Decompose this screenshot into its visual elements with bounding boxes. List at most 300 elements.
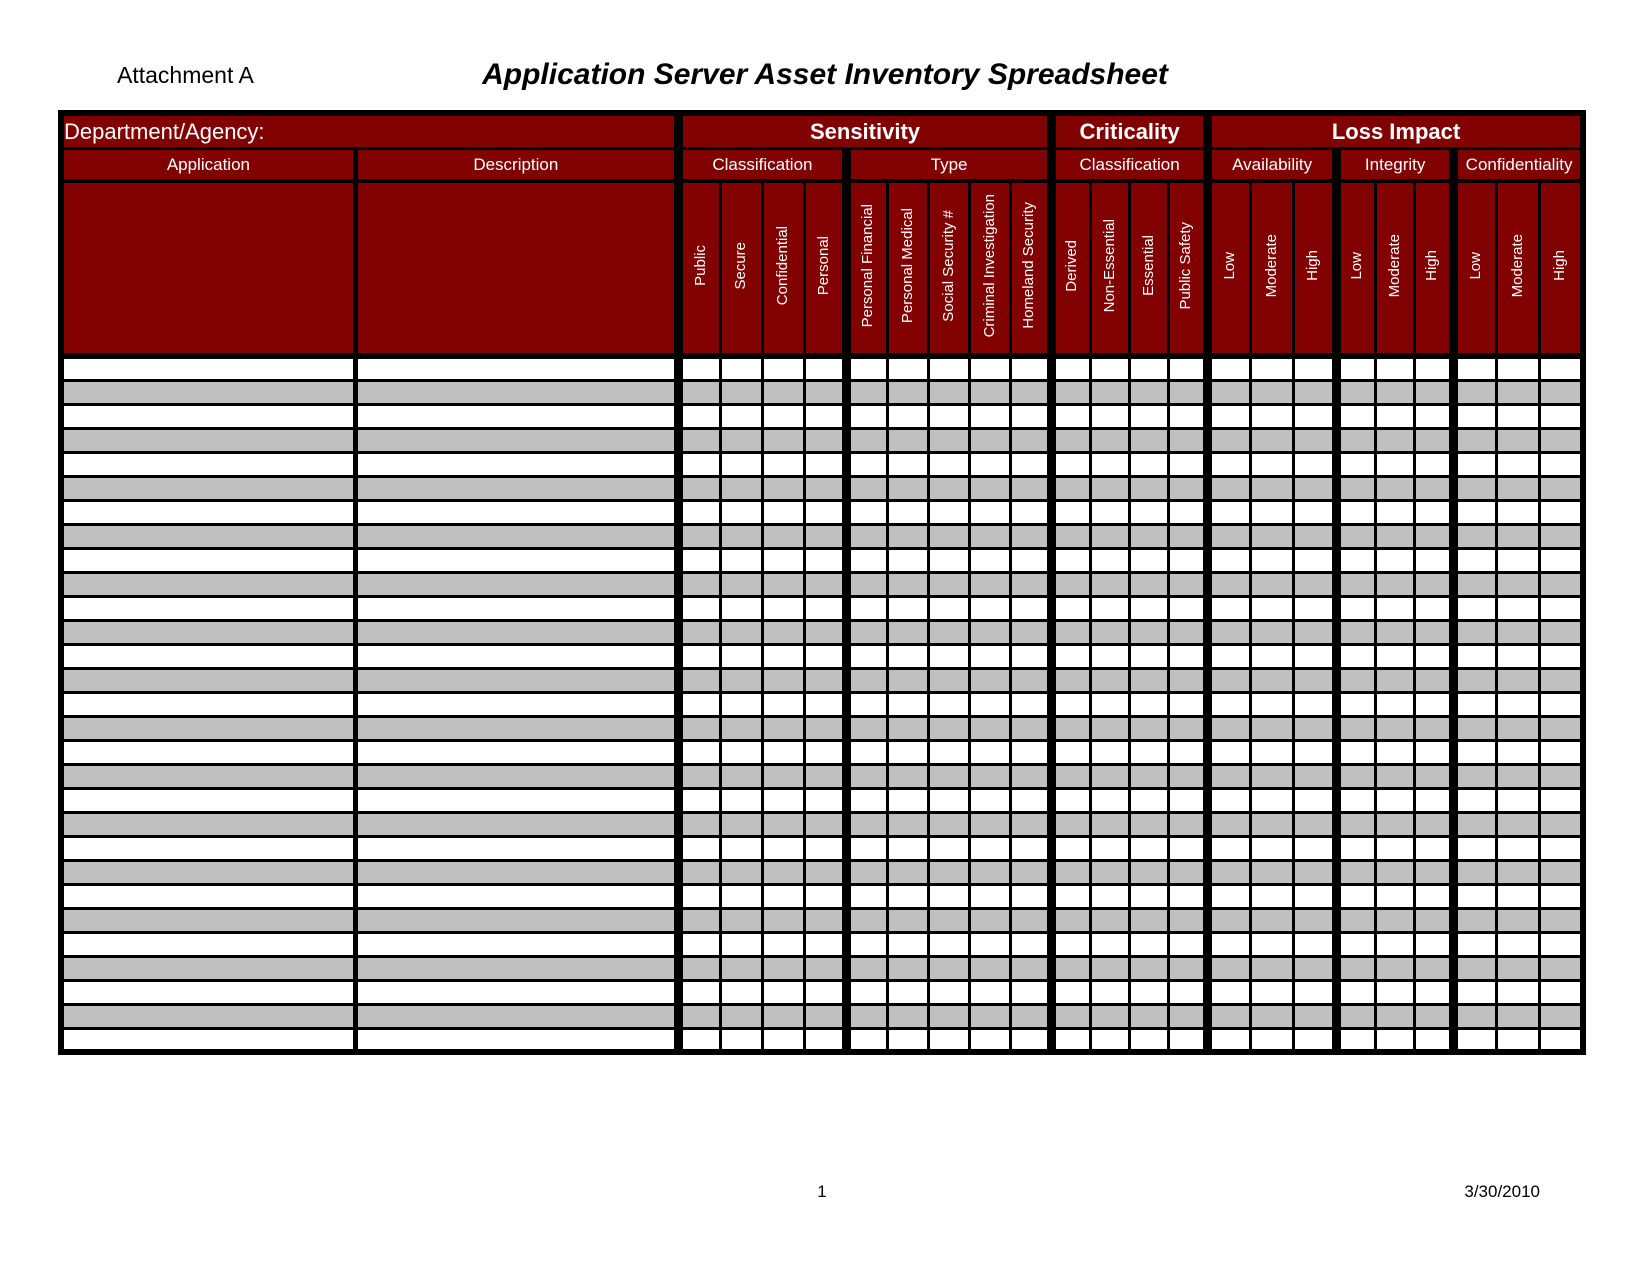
description-cell [355,836,678,860]
flag-cell [970,620,1011,644]
flag-cell [888,500,929,524]
flag-cell [846,452,887,476]
flag-cell [970,788,1011,812]
application-cell [61,404,355,428]
flag-cell [1208,548,1251,572]
flag-cell [1052,500,1091,524]
flag-cell [846,740,887,764]
flag-cell [970,860,1011,884]
flag-cell [804,884,846,908]
flag-cell [1091,500,1130,524]
flag-cell [1251,740,1294,764]
flag-cell [970,548,1011,572]
flag-cell [804,476,846,500]
flag-cell [1415,980,1454,1004]
flag-cell [1376,1004,1415,1028]
flag-cell [888,476,929,500]
flag-cell [1376,620,1415,644]
flag-cell [1454,356,1497,380]
flag-cell [1130,692,1169,716]
flag-cell [1169,1004,1208,1028]
flag-cell [846,428,887,452]
flag-cell [1376,932,1415,956]
flag-cell [1091,740,1130,764]
flag-cell [888,692,929,716]
flag-cell [929,356,970,380]
flag-cell [1376,1028,1415,1052]
flag-cell [1052,428,1091,452]
flag-cell [762,692,804,716]
application-cell [61,812,355,836]
flag-cell [720,572,762,596]
flag-cell [1294,956,1337,980]
flag-cell [1011,548,1052,572]
flag-cell [1130,380,1169,404]
flag-cell [1251,356,1294,380]
flag-cell [1130,932,1169,956]
flag-cell [1376,908,1415,932]
flag-cell [1011,1004,1052,1028]
flag-cell [1052,524,1091,548]
flag-cell [1251,380,1294,404]
flag-cell [1091,1028,1130,1052]
flag-cell [929,788,970,812]
flag-cell [970,884,1011,908]
flag-cell [762,500,804,524]
flag-cell [1337,476,1376,500]
description-cell [355,572,678,596]
flag-cell [846,908,887,932]
flag-cell [1540,572,1583,596]
flag-cell [804,860,846,884]
flag-cell [846,884,887,908]
flag-cell [1497,1004,1540,1028]
flag-cell [1540,596,1583,620]
flag-cell [1376,476,1415,500]
flag-cell [1011,932,1052,956]
flag-cell [1497,452,1540,476]
application-cell [61,956,355,980]
flag-cell [1169,692,1208,716]
flag-cell [1169,404,1208,428]
flag-cell [1251,500,1294,524]
flag-cell [888,836,929,860]
flag-cell [970,716,1011,740]
flag-cell [1540,356,1583,380]
flag-cell [1208,788,1251,812]
flag-cell [1011,980,1052,1004]
description-header-spacer [355,181,678,356]
flag-cell [1454,548,1497,572]
flag-cell [929,428,970,452]
flag-cell [846,860,887,884]
flag-cell [1540,740,1583,764]
application-cell [61,692,355,716]
flag-cell [678,548,720,572]
flag-cell [929,884,970,908]
flag-cell [1011,692,1052,716]
flag-cell [846,764,887,788]
flag-cell [1251,404,1294,428]
flag-cell [1540,452,1583,476]
flag-cell [1337,884,1376,908]
flag-cell [720,1004,762,1028]
flag-cell [1052,956,1091,980]
flag-cell [1011,620,1052,644]
flag-cell [1091,404,1130,428]
flag-cell [1208,596,1251,620]
flag-cell [1130,548,1169,572]
flag-cell [888,932,929,956]
department-agency-header: Department/Agency: [61,113,678,149]
flag-cell [1130,1004,1169,1028]
flag-cell [888,860,929,884]
flag-cell [1497,956,1540,980]
flag-cell [1376,500,1415,524]
description-cell [355,1004,678,1028]
table-row [61,524,1583,548]
flag-cell [762,620,804,644]
flag-cell [678,692,720,716]
flag-cell [1011,452,1052,476]
flag-cell [1415,716,1454,740]
flag-cell [1540,1004,1583,1028]
flag-cell [1497,524,1540,548]
description-cell [355,524,678,548]
flag-cell [1052,404,1091,428]
flag-cell [1169,476,1208,500]
flag-cell [1130,1028,1169,1052]
flag-cell [1540,428,1583,452]
flag-cell [1454,956,1497,980]
description-cell [355,740,678,764]
flag-cell [1294,476,1337,500]
flag-cell [929,740,970,764]
flag-cell [678,956,720,980]
flag-cell [1540,788,1583,812]
flag-cell [970,452,1011,476]
flag-cell [720,1028,762,1052]
application-cell [61,476,355,500]
flag-cell [1497,596,1540,620]
flag-cell [1169,356,1208,380]
flag-cell [1169,860,1208,884]
flag-cell [1376,836,1415,860]
flag-cell [1376,524,1415,548]
table-row [61,620,1583,644]
flag-cell [1337,980,1376,1004]
flag-cell [1376,404,1415,428]
flag-cell [1208,836,1251,860]
table-row [61,956,1583,980]
application-cell [61,380,355,404]
flag-cell [1208,404,1251,428]
flag-cell [1540,884,1583,908]
flag-cell [1415,404,1454,428]
flag-header-personal: Personal [804,181,846,356]
flag-cell [720,524,762,548]
flag-cell [1130,572,1169,596]
flag-cell [1540,764,1583,788]
flag-cell [1251,668,1294,692]
flag-cell [720,380,762,404]
flag-cell [1376,548,1415,572]
flag-cell [888,644,929,668]
flag-cell [804,356,846,380]
flag-cell [1251,1028,1294,1052]
flag-cell [804,812,846,836]
flag-cell [929,860,970,884]
flag-cell [1169,620,1208,644]
flag-cell [1169,980,1208,1004]
flag-cell [1294,860,1337,884]
flag-cell [762,908,804,932]
flag-cell [1208,356,1251,380]
flag-cell [1497,476,1540,500]
flag-cell [970,644,1011,668]
flag-cell [1251,1004,1294,1028]
flag-cell [1497,500,1540,524]
flag-cell [846,1004,887,1028]
flag-cell [1454,620,1497,644]
flag-cell [762,452,804,476]
flag-cell [720,956,762,980]
flag-cell [1337,548,1376,572]
flag-cell [1294,452,1337,476]
table-row [61,716,1583,740]
table-row [61,692,1583,716]
flag-cell [846,932,887,956]
application-cell [61,932,355,956]
flag-cell [1251,524,1294,548]
flag-cell [1540,716,1583,740]
flag-cell [846,980,887,1004]
flag-cell [1251,932,1294,956]
flag-cell [1208,764,1251,788]
flag-cell [1052,764,1091,788]
flag-cell [1130,860,1169,884]
flag-cell [970,692,1011,716]
table-body [61,356,1583,1052]
flag-cell [804,692,846,716]
flag-cell [1337,380,1376,404]
flag-cell [678,404,720,428]
flag-cell [1091,980,1130,1004]
flag-cell [762,740,804,764]
flag-cell [1011,596,1052,620]
flag-cell [1540,380,1583,404]
flag-cell [804,1028,846,1052]
table-row [61,764,1583,788]
flag-cell [888,596,929,620]
flag-cell [1497,356,1540,380]
flag-cell [1294,644,1337,668]
table-row [61,644,1583,668]
flag-cell [1376,356,1415,380]
flag-cell [970,380,1011,404]
flag-cell [1540,692,1583,716]
flag-cell [1294,740,1337,764]
flag-cell [1337,788,1376,812]
flag-cell [1454,452,1497,476]
flag-cell [1454,884,1497,908]
flag-cell [846,356,887,380]
flag-header-confidentiality-high: High [1540,181,1583,356]
flag-cell [1337,524,1376,548]
flag-cell [846,788,887,812]
description-cell [355,980,678,1004]
flag-cell [1415,524,1454,548]
header-row-flags [61,181,1583,356]
flag-header-integrity-high: High [1415,181,1454,356]
flag-cell [1091,452,1130,476]
flag-cell [888,764,929,788]
flag-cell [762,1004,804,1028]
flag-cell [1169,500,1208,524]
flag-cell [804,620,846,644]
flag-cell [1337,1028,1376,1052]
flag-cell [888,908,929,932]
flag-cell [1497,692,1540,716]
flag-cell [678,860,720,884]
flag-cell [1011,836,1052,860]
flag-cell [1415,380,1454,404]
flag-cell [678,356,720,380]
flag-cell [1251,980,1294,1004]
flag-cell [804,644,846,668]
flag-cell [1337,692,1376,716]
flag-cell [720,932,762,956]
application-cell [61,668,355,692]
flag-cell [1415,956,1454,980]
page-title: Application Server Asset Inventory Spreadsheet [482,58,1168,91]
flag-cell [1091,788,1130,812]
flag-cell [1130,908,1169,932]
flag-cell [1091,884,1130,908]
flag-header-social-security: Social Security # [929,181,970,356]
application-cell [61,860,355,884]
flag-cell [929,572,970,596]
flag-cell [1208,716,1251,740]
flag-cell [1052,692,1091,716]
flag-cell [1130,428,1169,452]
flag-cell [804,932,846,956]
flag-header-public-safety: Public Safety [1169,181,1208,356]
flag-cell [1415,788,1454,812]
flag-cell [720,668,762,692]
flag-cell [1208,380,1251,404]
flag-cell [846,956,887,980]
flag-cell [846,572,887,596]
application-cell [61,500,355,524]
flag-cell [1454,1004,1497,1028]
flag-cell [1415,932,1454,956]
flag-cell [1376,980,1415,1004]
flag-cell [804,788,846,812]
flag-cell [846,548,887,572]
flag-cell [888,788,929,812]
flag-cell [846,524,887,548]
flag-cell [1294,356,1337,380]
flag-cell [1052,644,1091,668]
flag-cell [762,836,804,860]
flag-cell [720,788,762,812]
flag-cell [720,644,762,668]
flag-cell [678,380,720,404]
flag-cell [762,1028,804,1052]
flag-cell [1454,716,1497,740]
flag-cell [846,812,887,836]
flag-cell [1208,476,1251,500]
flag-header-public: Public [678,181,720,356]
flag-cell [1454,860,1497,884]
description-cell [355,644,678,668]
flag-cell [1091,596,1130,620]
flag-cell [1294,1028,1337,1052]
flag-cell [762,476,804,500]
description-cell [355,476,678,500]
flag-cell [929,812,970,836]
flag-cell [929,1004,970,1028]
description-cell [355,404,678,428]
flag-cell [678,428,720,452]
table-row [61,836,1583,860]
flag-cell [720,764,762,788]
flag-cell [1208,1004,1251,1028]
flag-cell [1091,860,1130,884]
flag-cell [1208,908,1251,932]
flag-cell [1091,572,1130,596]
application-cell [61,884,355,908]
flag-cell [1337,500,1376,524]
flag-cell [804,548,846,572]
flag-cell [1091,692,1130,716]
flag-cell [720,476,762,500]
flag-cell [1011,740,1052,764]
flag-cell [929,836,970,860]
flag-cell [678,980,720,1004]
flag-cell [1169,1028,1208,1052]
flag-cell [888,740,929,764]
flag-header-secure: Secure [720,181,762,356]
flag-cell [888,812,929,836]
flag-cell [846,500,887,524]
flag-cell [1052,812,1091,836]
flag-cell [888,572,929,596]
flag-cell [1497,740,1540,764]
flag-cell [762,572,804,596]
flag-header-integrity-moderate: Moderate [1376,181,1415,356]
application-cell [61,1004,355,1028]
subgroup-header-integrity: Integrity [1337,149,1454,182]
flag-cell [804,956,846,980]
flag-cell [1091,812,1130,836]
flag-cell [970,1028,1011,1052]
flag-cell [888,668,929,692]
footer-date: 3/30/2010 [1464,1182,1540,1201]
flag-cell [1294,428,1337,452]
flag-cell [1376,812,1415,836]
flag-cell [804,980,846,1004]
flag-cell [1011,860,1052,884]
application-cell [61,716,355,740]
flag-cell [1052,356,1091,380]
flag-cell [1091,428,1130,452]
flag-cell [1294,404,1337,428]
flag-cell [1376,716,1415,740]
flag-header-integrity-low: Low [1337,181,1376,356]
flag-cell [720,716,762,740]
